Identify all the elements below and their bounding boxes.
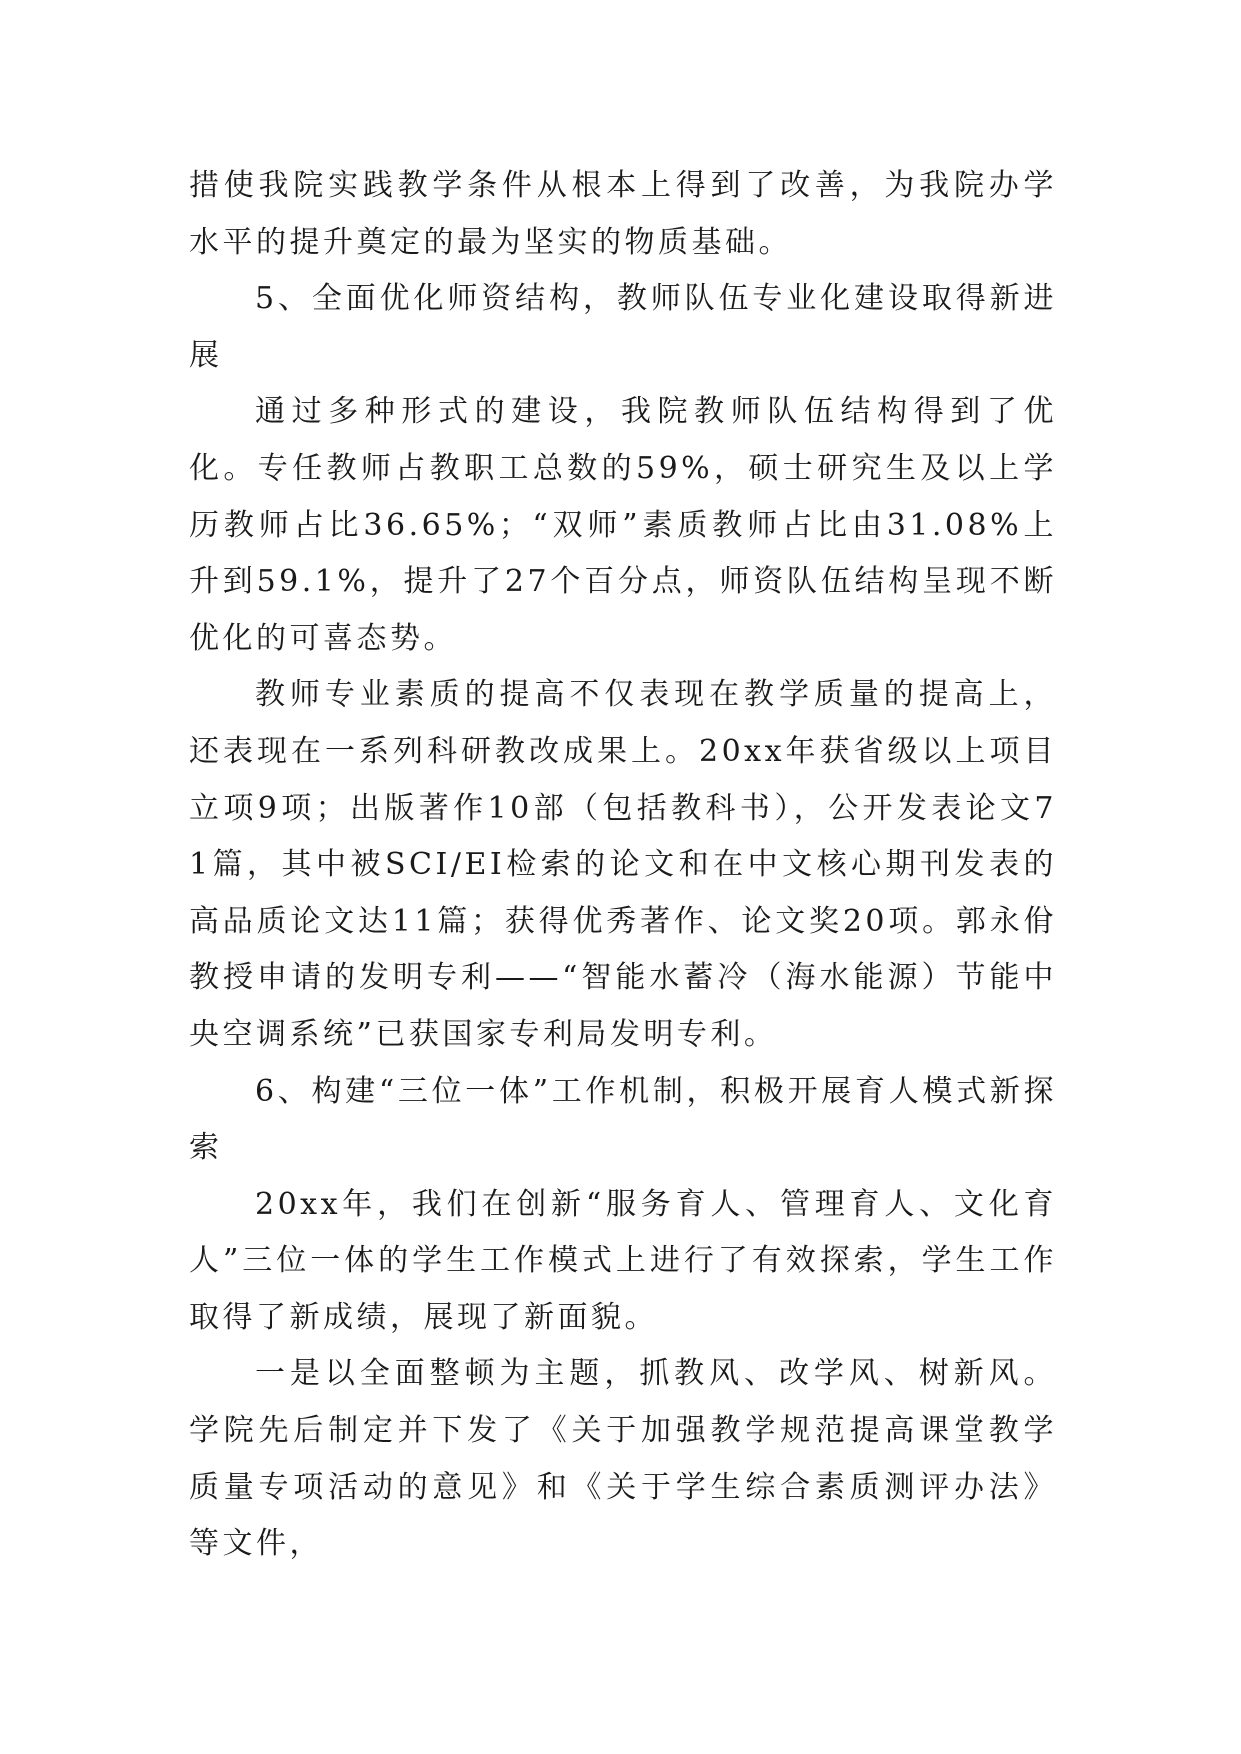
paragraph-continuation: 措使我院实践教学条件从根本上得到了改善，为我院办学水平的提升奠定的最为坚实的物质基础。 [189,168,1057,260]
document-body [189,158,1057,1573]
section-heading-6: 6、构建“三位一体”工作机制，积极开展育人模式新探索 [189,1073,1057,1166]
paragraph-research-results: 教师专业素质的提高不仅表现在教学质量的提高上，还表现在一系列科研教改成果上。20xx年获省级以上项目立项9项；出版著作10部（包括教科书），公开发表论文71篇，其中被SCI/EI检索的论文和在中文核心期刊发表的高品质论文达11篇；获得优秀著作、论文奖20项。郭永佾教授申请的发明专利——“智能水蓄冷（海水能源）节能中央空调系统”已获国家专利局发明专利。 [189,677,1057,1052]
paragraph-student-work: 20xx年，我们在创新“服务育人、管理育人、文化育人”三位一体的学生工作模式上进行了有效探索，学生工作取得了新成绩，展现了新面貌。 [189,1186,1057,1335]
paragraph-first-measure: 一是以全面整顿为主题，抓教风、改学风、树新风。学院先后制定并下发了《关于加强教学规范提高课堂教学质量专项活动的意见》和《关于学生综合素质测评办法》等文件， [189,1356,1057,1562]
paragraph-faculty-structure: 通过多种形式的建设，我院教师队伍结构得到了优化。专任教师占教职工总数的59%，硕士研究生及以上学历教师占比36.65%；“双师”素质教师占比由31.08%上升到59.1%，提升了27个百分点，师资队伍结构呈现不断优化的可喜态势。 [189,394,1057,656]
section-heading-5: 5、全面优化师资结构，教师队伍专业化建设取得新进展 [189,281,1057,373]
